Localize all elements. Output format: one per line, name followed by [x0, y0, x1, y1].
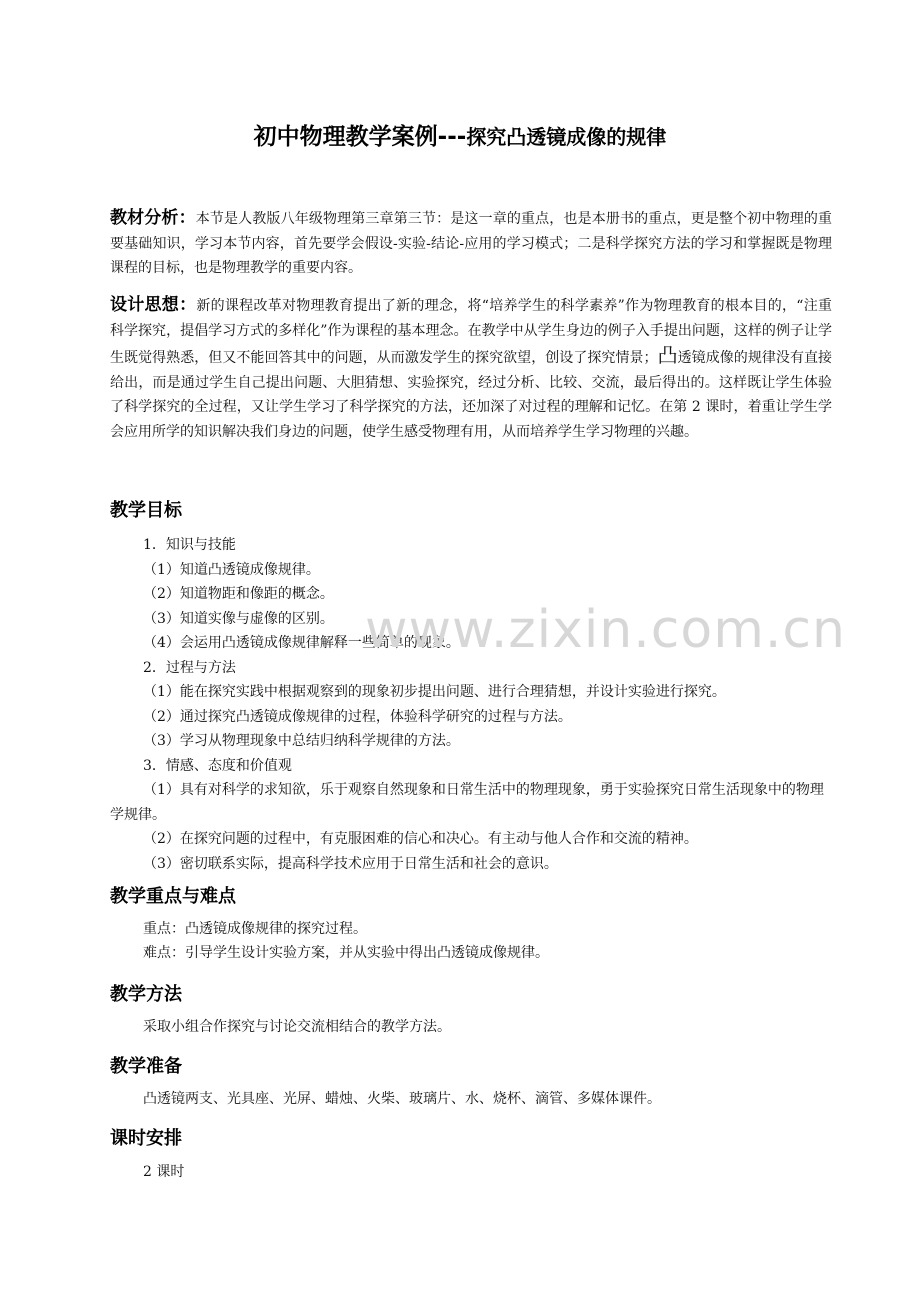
design-label: 设计思想：	[110, 295, 197, 315]
objective-item: （3）密切联系实际，提高科学技术应用于日常生活和社会的意识。	[143, 855, 558, 872]
objectives-heading: 教学目标	[110, 500, 182, 521]
title-main: 初中物理教学案例---	[253, 124, 467, 150]
objective-item: （3）学习从物理现象中总结归纳科学规律的方法。	[143, 733, 460, 749]
objectives-list	[110, 533, 832, 876]
analysis-paragraph	[110, 206, 832, 281]
objective-item: 1．知识与技能	[143, 537, 236, 553]
objective-item: 3．情感、态度和价值观	[143, 757, 292, 774]
key-point-focus: 重点：凸透镜成像规律的探究过程。	[143, 921, 367, 937]
objective-item: （4）会运用凸透镜成像规律解释一些简单的现象。	[143, 635, 460, 651]
objective-item: （1）具有对科学的求知欲，乐于观察自然现象和日常生活中的物理现象，勇于实验探究日常生活现象中的物理学规律。	[110, 782, 824, 823]
design-text-after: 透镜成像的规律没有直接给出，而是通过学生自己提出问题、大胆猜想、实验探究，经过分析、比较、交流，最后得出的。这样既让学生体验了科学探究的全过程，又让学生学习了科学探究的方法，还加深了对过程的理解和记忆。在第 2 课时，着重让学生学会应用所学的知识解决我们身边的问题，使学生感受物理有用，从而培养学生学习物理的兴趣。	[110, 350, 833, 440]
design-big-char: 凸	[657, 343, 678, 367]
objective-item: （3）知道实像与虚像的区别。	[143, 610, 334, 627]
title-sub: 探究凸透镜成像的规律	[466, 125, 667, 149]
objective-item: （1）能在探究实践中根据观察到的现象初步提出问题、进行合理猜想，并设计实验进行探究。	[143, 684, 726, 700]
objective-item: （2）知道物距和像距的概念。	[143, 586, 334, 602]
objective-item: （2）在探究问题的过程中，有克服困难的信心和决心。有主动与他人合作和交流的精神。	[143, 831, 698, 847]
prep-heading: 教学准备	[110, 1056, 182, 1077]
analysis-text: 本节是人教版八年级物理第三章第三节：是这一章的重点，也是本册书的重点，更是整个初中物理的重要基础知识，学习本节内容，首先要学会假设-实验-结论-应用的学习模式；二是科学探究方法的学习和掌握既是物理课程的目标，也是物理教学的重要内容。	[110, 211, 833, 276]
analysis-label: 教材分析：	[110, 208, 196, 228]
schedule-text: 2 课时	[143, 1164, 185, 1180]
schedule-heading: 课时安排	[110, 1128, 182, 1149]
method-heading: 教学方法	[110, 984, 182, 1005]
objective-item: （1）知道凸透镜成像规律。	[143, 561, 320, 578]
design-text-before: 新的课程改革对物理教育提出了新的理念，将“培养学生的科学素养”作为物理教育的根本目的，“注重科学探究，提倡学习方式的多样化”作为课程的基本理念。在教学中从学生身边的例子入手提出问题，这样的例子让学生既觉得熟悉，但又不能回答其中的问题，从而激发学生的探究欲望，创设了探究情景；	[110, 298, 832, 366]
design-paragraph	[110, 293, 832, 444]
key-points-heading: 教学重点与难点	[110, 886, 236, 907]
key-point-difficulty: 难点：引导学生设计实验方案，并从实验中得出凸透镜成像规律。	[143, 945, 549, 961]
document-title	[0, 118, 920, 151]
objective-item: 2．过程与方法	[143, 659, 236, 676]
objective-item: （2）通过探究凸透镜成像规律的过程，体验科学研究的过程与方法。	[143, 708, 572, 725]
prep-text: 凸透镜两支、光具座、光屏、蜡烛、火柴、玻璃片、水、烧杯、滴管、多媒体课件。	[143, 1091, 661, 1107]
method-text: 采取小组合作探究与讨论交流相结合的教学方法。	[143, 1019, 451, 1035]
watermark: www.zixin.com.cn	[365, 600, 846, 660]
